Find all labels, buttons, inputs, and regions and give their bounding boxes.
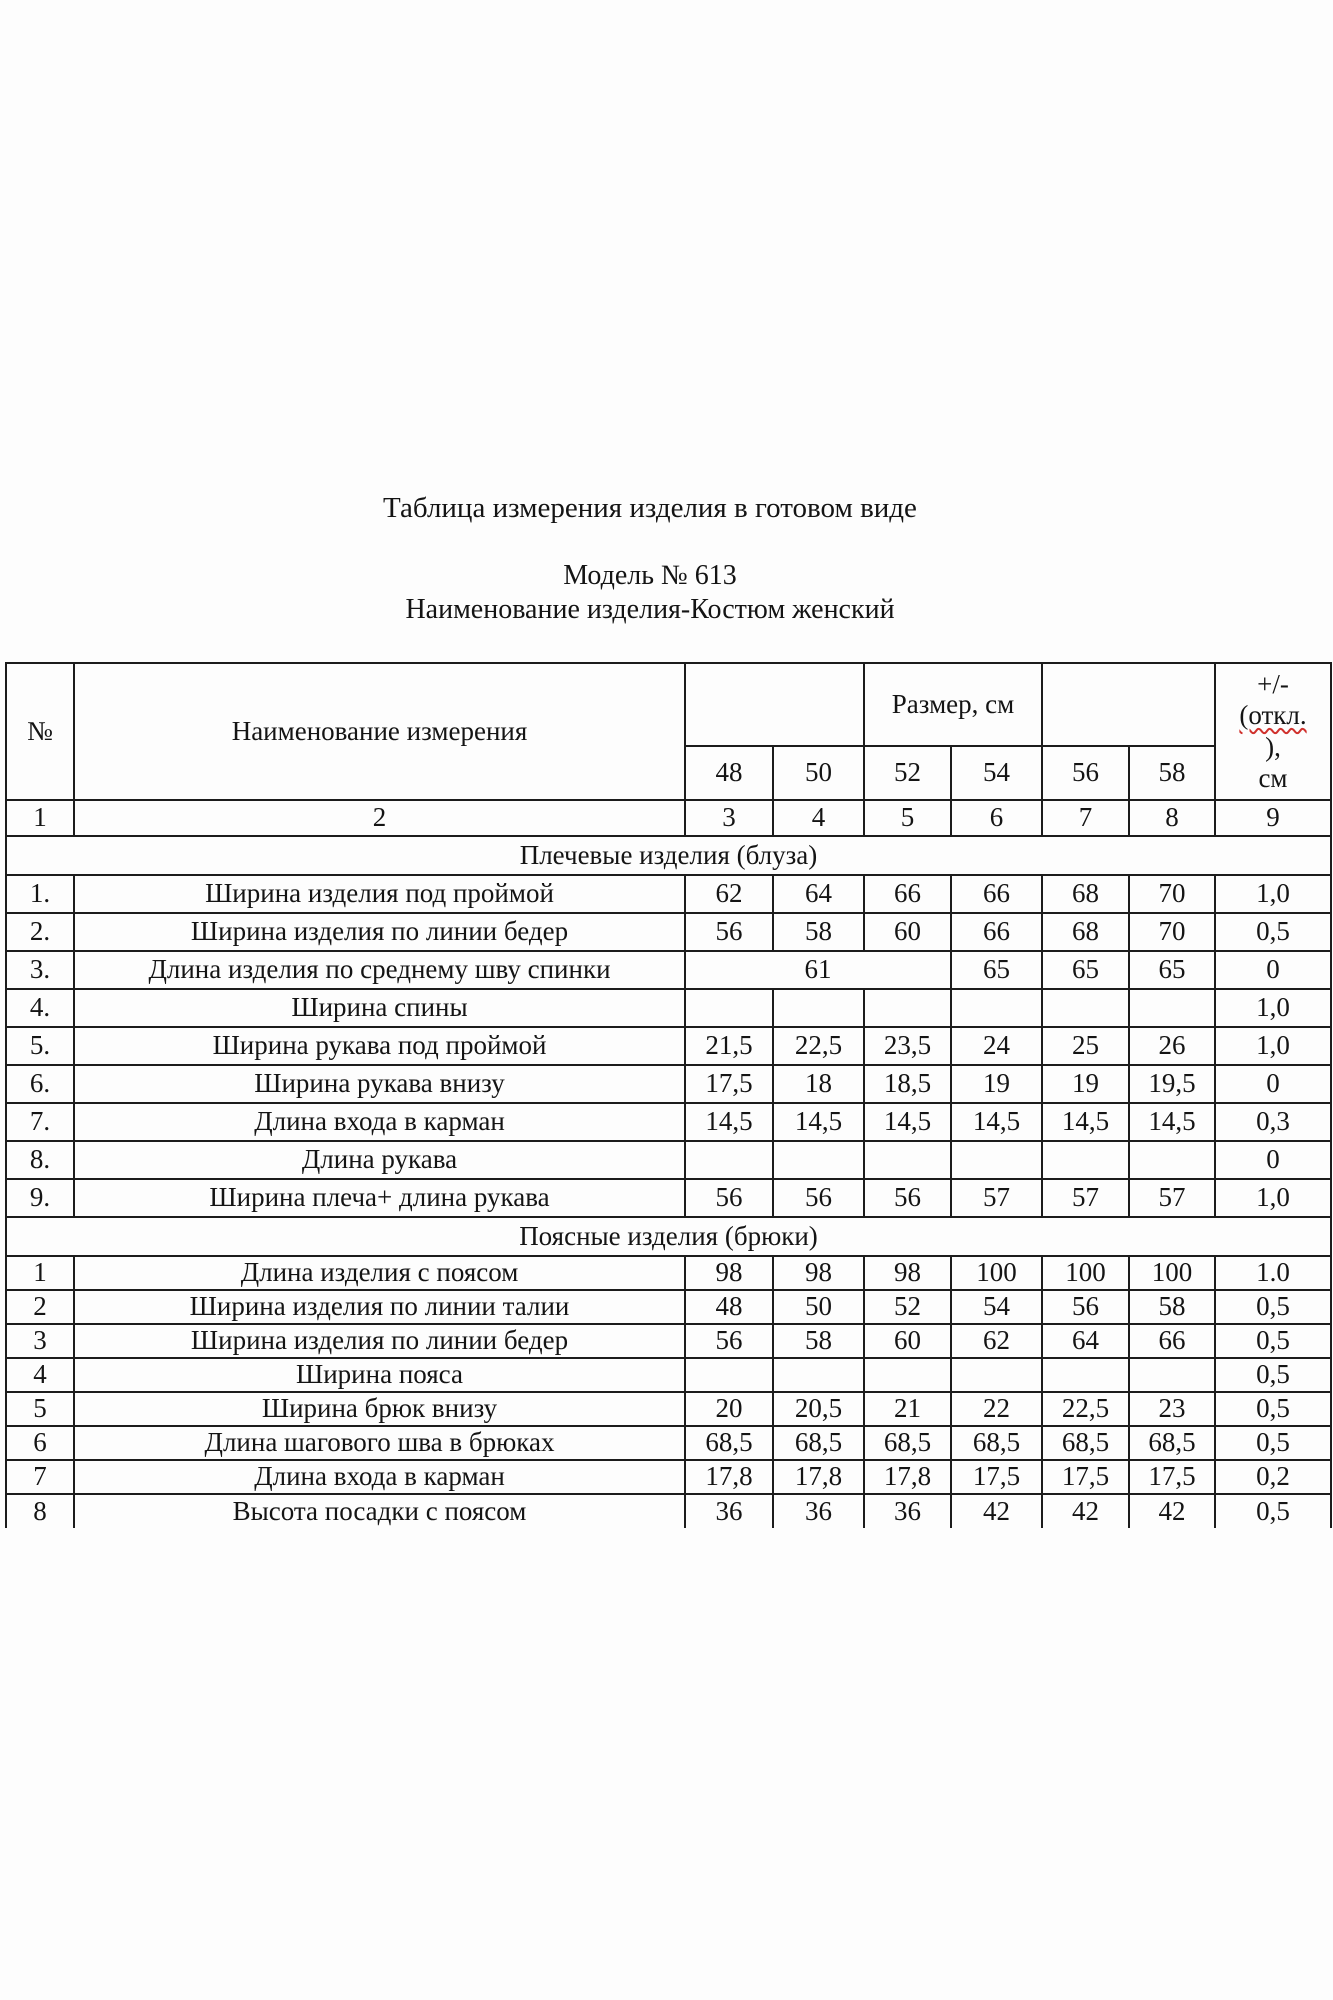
tolerance-value: 0,5 (1215, 1494, 1331, 1528)
size-value (1129, 989, 1215, 1027)
size-value: 14,5 (864, 1103, 951, 1141)
size-value (951, 989, 1042, 1027)
row-number: 5. (6, 1027, 74, 1065)
table-row (6, 1392, 1331, 1426)
size-value: 20 (685, 1392, 773, 1426)
size-value: 60 (864, 1324, 951, 1358)
size-value: 50 (773, 1290, 864, 1324)
size-value: 52 (864, 1290, 951, 1324)
size-value: 17,8 (773, 1460, 864, 1494)
size-value: 21,5 (685, 1027, 773, 1065)
section-title: Плечевые изделия (блуза) (6, 836, 1331, 875)
size-value: 58 (1129, 1290, 1215, 1324)
measurement-name: Высота посадки с поясом (74, 1494, 685, 1528)
size-value: 61 (685, 951, 951, 989)
size-value: 22,5 (1042, 1392, 1129, 1426)
measurement-name: Ширина брюк внизу (74, 1392, 685, 1426)
product-name-line: Наименование изделия-Костюм женский (405, 594, 895, 625)
row-number: 8 (6, 1494, 74, 1528)
size-value: 18 (773, 1065, 864, 1103)
size-value: 58 (773, 913, 864, 951)
size-value: 36 (864, 1494, 951, 1528)
size-value: 64 (1042, 1324, 1129, 1358)
size-group-empty-right (1042, 663, 1215, 746)
table-row (6, 1426, 1331, 1460)
table-row (6, 875, 1331, 913)
size-value: 19 (1042, 1065, 1129, 1103)
row-number: 9. (6, 1179, 74, 1217)
size-value: 68,5 (864, 1426, 951, 1460)
size-value (1042, 989, 1129, 1027)
size-value: 100 (1129, 1256, 1215, 1290)
table-row (6, 1494, 1331, 1528)
size-value: 23 (1129, 1392, 1215, 1426)
size-value: 25 (1042, 1027, 1129, 1065)
measurement-name: Ширина пояса (74, 1358, 685, 1392)
measurement-name: Ширина рукава внизу (74, 1065, 685, 1103)
size-value (773, 1358, 864, 1392)
tolerance-value: 1.0 (1215, 1256, 1331, 1290)
size-value: 56 (685, 1324, 773, 1358)
tolerance-header-line: (откл. (1239, 700, 1307, 731)
row-number: 4 (6, 1358, 74, 1392)
measurement-name: Ширина плеча+ длина рукава (74, 1179, 685, 1217)
size-value: 42 (951, 1494, 1042, 1528)
row-number: 7 (6, 1460, 74, 1494)
table-row (6, 1141, 1331, 1179)
tolerance-value: 1,0 (1215, 875, 1331, 913)
tolerance-header-line: ), (1265, 731, 1281, 762)
tolerance-header-line: см (1258, 762, 1288, 793)
size-value (773, 989, 864, 1027)
size-value: 65 (1129, 951, 1215, 989)
size-col-header: 52 (864, 746, 951, 800)
tolerance-value: 0,5 (1215, 913, 1331, 951)
size-value: 42 (1129, 1494, 1215, 1528)
size-value (1129, 1141, 1215, 1179)
size-value: 19 (951, 1065, 1042, 1103)
measurement-name: Длина шагового шва в брюках (74, 1426, 685, 1460)
table-row (6, 1027, 1331, 1065)
row-number: 6. (6, 1065, 74, 1103)
size-value: 14,5 (773, 1103, 864, 1141)
size-value: 36 (773, 1494, 864, 1528)
measurement-name: Длина изделия по среднему шву спинки (74, 951, 685, 989)
table-row (6, 913, 1331, 951)
row-number: 4. (6, 989, 74, 1027)
size-value (951, 1141, 1042, 1179)
size-value: 66 (951, 875, 1042, 913)
column-number: 8 (1129, 800, 1215, 836)
size-value: 68 (1042, 913, 1129, 951)
size-value: 17,5 (1042, 1460, 1129, 1494)
size-value: 24 (951, 1027, 1042, 1065)
size-value: 62 (685, 875, 773, 913)
size-value: 68,5 (951, 1426, 1042, 1460)
size-value: 42 (1042, 1494, 1129, 1528)
header-row-column-numbers (6, 800, 1331, 836)
size-value (864, 1358, 951, 1392)
row-number: 8. (6, 1141, 74, 1179)
size-value (1042, 1358, 1129, 1392)
header-row-groups (6, 663, 1331, 746)
size-value: 17,5 (951, 1460, 1042, 1494)
table-row (6, 951, 1331, 989)
size-value: 57 (1129, 1179, 1215, 1217)
size-value: 21 (864, 1392, 951, 1426)
size-col-header: 58 (1129, 746, 1215, 800)
size-value (685, 989, 773, 1027)
size-value (864, 989, 951, 1027)
section-row (6, 1217, 1331, 1256)
measurement-name: Длина входа в карман (74, 1103, 685, 1141)
size-value: 17,8 (864, 1460, 951, 1494)
measurement-name: Длина рукава (74, 1141, 685, 1179)
table-row (6, 1290, 1331, 1324)
size-value: 68,5 (685, 1426, 773, 1460)
size-value: 57 (951, 1179, 1042, 1217)
row-number: 2 (6, 1290, 74, 1324)
size-value: 57 (1042, 1179, 1129, 1217)
column-number: 6 (951, 800, 1042, 836)
size-value: 56 (1042, 1290, 1129, 1324)
column-number: 9 (1215, 800, 1331, 836)
tolerance-value: 0,5 (1215, 1392, 1331, 1426)
row-number: 5 (6, 1392, 74, 1426)
column-number: 4 (773, 800, 864, 836)
size-value (951, 1358, 1042, 1392)
tolerance-value: 1,0 (1215, 1179, 1331, 1217)
size-value: 98 (864, 1256, 951, 1290)
size-value: 100 (951, 1256, 1042, 1290)
size-value: 65 (1042, 951, 1129, 989)
measurement-name: Ширина спины (74, 989, 685, 1027)
size-value: 56 (685, 913, 773, 951)
tolerance-header-line: +/- (1257, 669, 1289, 700)
size-value: 19,5 (1129, 1065, 1215, 1103)
row-number: 3 (6, 1324, 74, 1358)
table-row (6, 1256, 1331, 1290)
table-row (6, 1324, 1331, 1358)
col-header-measurement-name: Наименование измерения (74, 663, 685, 800)
table-row (6, 1179, 1331, 1217)
size-value: 48 (685, 1290, 773, 1324)
size-value: 70 (1129, 913, 1215, 951)
size-value: 20,5 (773, 1392, 864, 1426)
measurement-table-body (6, 836, 1331, 1528)
tolerance-value: 0 (1215, 1141, 1331, 1179)
size-value: 68,5 (773, 1426, 864, 1460)
size-value: 17,5 (685, 1065, 773, 1103)
size-value: 14,5 (685, 1103, 773, 1141)
table-row (6, 1103, 1331, 1141)
tolerance-value: 0,5 (1215, 1324, 1331, 1358)
size-value: 17,5 (1129, 1460, 1215, 1494)
row-number: 1 (6, 1256, 74, 1290)
tolerance-value: 0,2 (1215, 1460, 1331, 1494)
size-group-header: Размер, см (864, 663, 1042, 746)
row-number: 3. (6, 951, 74, 989)
measurement-name: Ширина рукава под проймой (74, 1027, 685, 1065)
tolerance-value: 0 (1215, 951, 1331, 989)
size-value: 14,5 (1129, 1103, 1215, 1141)
size-value: 70 (1129, 875, 1215, 913)
measurement-name: Ширина изделия по линии бедер (74, 913, 685, 951)
size-value: 56 (864, 1179, 951, 1217)
measurement-name: Длина входа в карман (74, 1460, 685, 1494)
size-value: 56 (773, 1179, 864, 1217)
column-number: 3 (685, 800, 773, 836)
size-value (864, 1141, 951, 1179)
size-value: 23,5 (864, 1027, 951, 1065)
tolerance-value: 0,5 (1215, 1290, 1331, 1324)
size-value: 98 (773, 1256, 864, 1290)
size-col-header: 54 (951, 746, 1042, 800)
size-value: 54 (951, 1290, 1042, 1324)
measurement-name: Ширина изделия под проймой (74, 875, 685, 913)
size-value: 26 (1129, 1027, 1215, 1065)
size-value: 68,5 (1042, 1426, 1129, 1460)
size-value: 100 (1042, 1256, 1129, 1290)
table-row (6, 1460, 1331, 1494)
size-value: 98 (685, 1256, 773, 1290)
table-row (6, 989, 1331, 1027)
size-value: 18,5 (864, 1065, 951, 1103)
measurement-table (5, 662, 1332, 1528)
column-number: 2 (74, 800, 685, 836)
measurement-name: Длина изделия с поясом (74, 1256, 685, 1290)
size-value: 66 (951, 913, 1042, 951)
row-number: 7. (6, 1103, 74, 1141)
size-value: 22 (951, 1392, 1042, 1426)
size-value: 64 (773, 875, 864, 913)
size-group-empty-left (685, 663, 864, 746)
tolerance-value: 0,5 (1215, 1358, 1331, 1392)
tolerance-value: 1,0 (1215, 989, 1331, 1027)
row-number: 6 (6, 1426, 74, 1460)
size-value: 68 (1042, 875, 1129, 913)
tolerance-header (1215, 663, 1331, 800)
size-value: 68,5 (1129, 1426, 1215, 1460)
size-value (1042, 1141, 1129, 1179)
tolerance-value: 1,0 (1215, 1027, 1331, 1065)
size-col-header: 56 (1042, 746, 1129, 800)
size-value: 22,5 (773, 1027, 864, 1065)
size-value (685, 1358, 773, 1392)
size-value: 65 (951, 951, 1042, 989)
model-number-line: Модель № 613 (563, 560, 737, 591)
column-number: 1 (6, 800, 74, 836)
size-value: 66 (1129, 1324, 1215, 1358)
size-value (773, 1141, 864, 1179)
table-row (6, 1358, 1331, 1392)
size-value (685, 1141, 773, 1179)
size-value: 56 (685, 1179, 773, 1217)
measurement-name: Ширина изделия по линии талии (74, 1290, 685, 1324)
tolerance-value: 0,3 (1215, 1103, 1331, 1141)
measurement-name: Ширина изделия по линии бедер (74, 1324, 685, 1358)
size-value: 58 (773, 1324, 864, 1358)
row-number: 1. (6, 875, 74, 913)
size-value: 66 (864, 875, 951, 913)
tolerance-value: 0 (1215, 1065, 1331, 1103)
col-header-number: № (6, 663, 74, 800)
section-row (6, 836, 1331, 875)
size-col-header: 48 (685, 746, 773, 800)
tolerance-value: 0,5 (1215, 1426, 1331, 1460)
size-col-header: 50 (773, 746, 864, 800)
column-number: 7 (1042, 800, 1129, 836)
table-row (6, 1065, 1331, 1103)
size-value: 36 (685, 1494, 773, 1528)
size-value: 62 (951, 1324, 1042, 1358)
document-title: Таблица измерения изделия в готовом виде (383, 492, 917, 524)
size-value: 60 (864, 913, 951, 951)
size-value: 17,8 (685, 1460, 773, 1494)
section-title: Поясные изделия (брюки) (6, 1217, 1331, 1256)
size-value: 14,5 (1042, 1103, 1129, 1141)
column-number: 5 (864, 800, 951, 836)
size-value: 14,5 (951, 1103, 1042, 1141)
size-value (1129, 1358, 1215, 1392)
row-number: 2. (6, 913, 74, 951)
